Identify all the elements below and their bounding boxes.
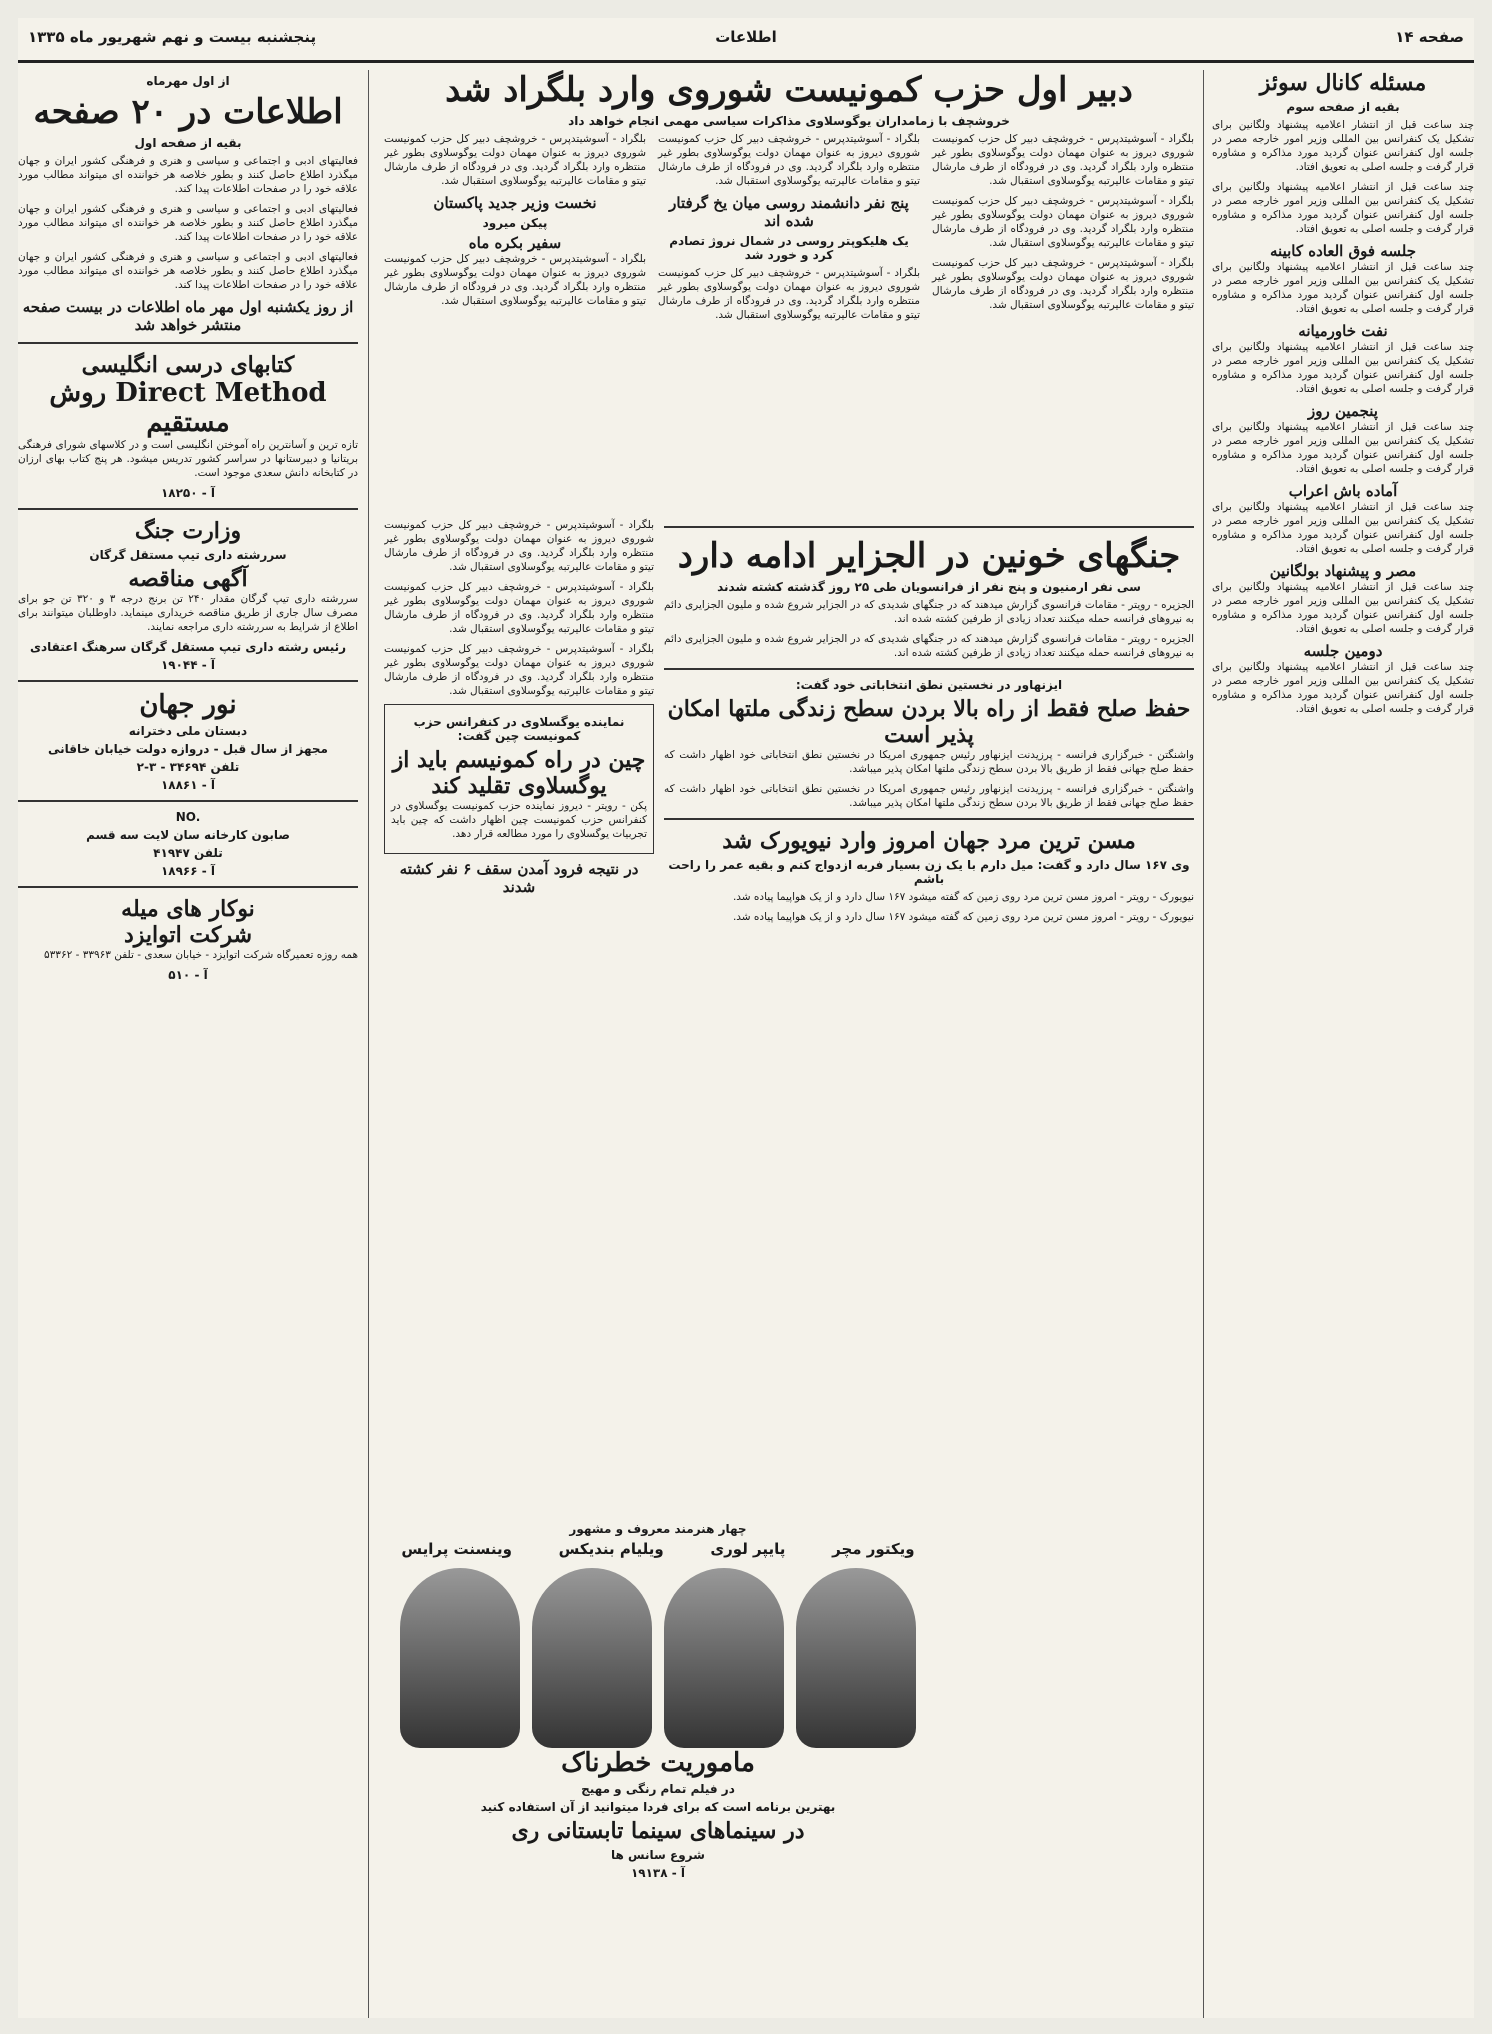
suez-body-5: چند ساعت قبل از انتشار اعلامیه پیشنهاد ولگانین برای تشکیل یک کنفرانس بین المللی وزیر امور خارجه مصر در جلسه اول کنفرانس عنوان گردید مورد مذاکره و مشاوره قرار گرفت و جلسه اصلی به تعویق افتاد. — [1212, 421, 1474, 475]
algeria-body-2: الجزیره - رویتر - مقامات فرانسوی گزارش میدهند که در جنگهای شدیدی که در الجزایر شروع شده و ملیون الجزایری دائم به نیروهای فرانسه حمله میکنند تعداد زیادی از طرفین کشته شده اند. — [664, 633, 1194, 659]
books-method-en: Direct Method — [115, 378, 327, 408]
noor-desc: مجهز از سال قبل - دروازه دولت خیابان خاقانی — [47, 742, 328, 756]
paper-name: اطلاعات — [715, 28, 777, 46]
yugoslav-deck: خروشچف با زمامداران یوگوسلاوی مذاکرات سیاسی مهمی انجام خواهد داد — [568, 114, 1010, 128]
yugoslav-body-4: بلگراد - آسوشیتدپرس - خروشچف دبیر کل حزب کمونیست شوروی دیروز به عنوان مهمان دولت یوگوسلاوی بطور غیر منتظره وارد بلگراد گردید. وی در فرودگاه از طرف مارشال تیتو و مقامات عالیرتبه یوگوسلاوی استقبال شد. — [658, 133, 920, 187]
column-suez — [1212, 70, 1474, 2018]
yugo-conf-body: پکن - رویتر - دیروز نماینده حزب کمونیست یوگسلاوی در کنفرانس حزب کمونیست چین اظهار داشت که چین باید تجربیات یوگسلاوی را مورد مطالعه قرار دهد. — [391, 800, 647, 840]
books-body: تازه ترین و آسانترین راه آموختن انگلیسی است و در کلاسهای شورای فرهنگی بریتانیا و دبیرستانها در سراسر کشور تدریس میشود. هر پنج کتاب بهای ارزان در کتابخانه دانش سعدی موجود است. — [18, 439, 358, 479]
cars-company: شرکت اتوایزد — [123, 922, 253, 948]
oldman-body-2: نیویورک - رویتر - امروز مسن ترین مرد روی زمین که گفته میشود ۱۶۷ سال دارد و از یک هواپیما پیاده شد. — [732, 911, 1194, 923]
accident-headline: در نتیجه فرود آمدن سقف ۶ نفر کشته شدند — [399, 860, 639, 896]
suez-body: چند ساعت قبل از انتشار اعلامیه پیشنهاد ولگانین برای تشکیل یک کنفرانس بین المللی وزیر امور خارجه مصر در جلسه اول کنفرانس عنوان گردید مورد مذاکره و مشاوره قرار گرفت و جلسه اصلی به تعویق افتاد. — [1212, 119, 1474, 173]
noor-sub: دبستان ملی دخترانه — [128, 724, 248, 738]
suez-title: مسئله کانال سوئز — [1259, 70, 1427, 96]
war-sub: سررشته داری تیپ مستقل گرگان — [89, 548, 287, 562]
cinema-film: ماموریت خطرناک — [561, 1748, 755, 1778]
books-method-fa: روش مستقیم — [49, 378, 230, 438]
noor-ref: آ - ۱۸۸۶۱ — [160, 778, 216, 792]
actor-4: وینسنت پرایس — [401, 1540, 512, 1558]
books-title: کتابهای درسی انگلیسی — [81, 352, 295, 378]
col1-body: فعالیتهای ادبی و اجتماعی و سیاسی و هنری و فرهنگی کشور ایران و جهان میگذرد اطلاع حاصل کنند و بطور خلاصه هر خواننده ای میتواند مطالب مورد علاقه خود را در صفحات اطلاعات پیدا کند. — [18, 155, 358, 195]
suez-section-1: جلسه فوق العاده کابینه — [1270, 242, 1416, 260]
actor-photo-3 — [532, 1568, 652, 1748]
col1-header: از اول مهرماه — [146, 74, 230, 88]
cinema-venue: در سینماهای سینما تابستانی ری — [511, 1818, 805, 1844]
col1-body-3: فعالیتهای ادبی و اجتماعی و سیاسی و هنری و فرهنگی کشور ایران و جهان میگذرد اطلاع حاصل کنند و بطور خلاصه هر خواننده ای میتواند مطالب مورد علاقه خود را در صفحات اطلاعات پیدا کند. — [18, 251, 358, 291]
filler-body-3: بلگراد - آسوشیتدپرس - خروشچف دبیر کل حزب کمونیست شوروی دیروز به عنوان مهمان دولت یوگوسلاوی بطور غیر منتظره وارد بلگراد گردید. وی در فرودگاه از طرف مارشال تیتو و مقامات عالیرتبه یوگوسلاوی استقبال شد. — [384, 643, 654, 697]
yugoslav-body-2: بلگراد - آسوشیتدپرس - خروشچف دبیر کل حزب کمونیست شوروی دیروز به عنوان مهمان دولت یوگوسلاوی بطور غیر منتظره وارد بلگراد گردید. وی در فرودگاه از طرف مارشال تیتو و مقامات عالیرتبه یوگوسلاوی استقبال شد. — [932, 195, 1194, 249]
col1-body-2: فعالیتهای ادبی و اجتماعی و سیاسی و هنری و فرهنگی کشور ایران و جهان میگذرد اطلاع حاصل کنند و بطور خلاصه هر خواننده ای میتواند مطالب مورد علاقه خود را در صفحات اطلاعات پیدا کند. — [18, 203, 358, 243]
issue-date: پنجشنبه بیست و نهم شهریور ماه ۱۳۳۵ — [28, 28, 317, 46]
oldman-deck: وی ۱۶۷ سال دارد و گفت: میل دارم با یک زن بسیار فربه ازدواج کنم و بقیه عمر را راحت باشم — [668, 858, 1190, 886]
ambassador-title: سفیر بکره ماه — [468, 234, 562, 252]
noor-title: نور جهان — [139, 690, 237, 720]
actor-photos — [378, 1568, 938, 1748]
tobacco-ref: آ - ۱۸۹۶۶ — [160, 864, 216, 878]
yugoslav-story — [384, 70, 1194, 510]
oldman-headline: مسن ترین مرد جهان امروز وارد نیویورک شد — [722, 828, 1136, 854]
eisenhower-headline: حفظ صلح فقط از راه بالا بردن سطح زندگی ملتها امکان پذیر است — [667, 696, 1191, 748]
eisenhower-body: واشنگتن - خبرگزاری فرانسه - پرزیدنت ایزنهاور رئیس جمهوری امریکا در نخستین نطق انتخاباتی خود اظهار داشت که حفظ صلح جهانی فقط از طریق بالا بردن سطح زندگی ملتها امکان پذیر میباشد. — [664, 749, 1194, 775]
actor-photo-1 — [796, 1568, 916, 1748]
algeria-headline: جنگهای خونین در الجزایر ادامه دارد — [677, 536, 1181, 576]
suez-section-6: دومین جلسه — [1303, 642, 1383, 660]
suez-body-4: چند ساعت قبل از انتشار اعلامیه پیشنهاد ولگانین برای تشکیل یک کنفرانس بین المللی وزیر امور خارجه مصر در جلسه اول کنفرانس عنوان گردید مورد مذاکره و مشاوره قرار گرفت و جلسه اصلی به تعویق افتاد. — [1212, 341, 1474, 395]
newspaper-page — [18, 18, 1474, 2018]
war-sign: رئیس رشته داری تیپ مستقل گرگان سرهنگ اعتقادی — [29, 640, 347, 654]
algeria-story — [664, 518, 1194, 1518]
suez-section-3: پنجمین روز — [1308, 402, 1378, 420]
eisenhower-kicker: ایزنهاور در نخستین نطق انتخاباتی خود گفت: — [795, 678, 1063, 692]
crash-sub: یک هلیکوپتر روسی در شمال نروژ تصادم کرد و خورد شد — [669, 234, 909, 262]
actor-3: ویلیام بندیکس — [558, 1540, 664, 1558]
war-title: وزارت جنگ — [134, 518, 242, 544]
actor-photo-4 — [400, 1568, 520, 1748]
col1-headline: اطلاعات در ۲۰ صفحه — [33, 92, 343, 132]
suez-body-6: چند ساعت قبل از انتشار اعلامیه پیشنهاد ولگانین برای تشکیل یک کنفرانس بین المللی وزیر امور خارجه مصر در جلسه اول کنفرانس عنوان گردید مورد مذاکره و مشاوره قرار گرفت و جلسه اصلی به تعویق افتاد. — [1212, 501, 1474, 555]
yugo-conf-column — [384, 518, 654, 1518]
suez-body-8: چند ساعت قبل از انتشار اعلامیه پیشنهاد ولگانین برای تشکیل یک کنفرانس بین المللی وزیر امور خارجه مصر در جلسه اول کنفرانس عنوان گردید مورد مذاکره و مشاوره قرار گرفت و جلسه اصلی به تعویق افتاد. — [1212, 661, 1474, 715]
yugoslav-body-5: بلگراد - آسوشیتدپرس - خروشچف دبیر کل حزب کمونیست شوروی دیروز به عنوان مهمان دولت یوگوسلاوی بطور غیر منتظره وارد بلگراد گردید. وی در فرودگاه از طرف مارشال تیتو و مقامات عالیرتبه یوگوسلاوی استقبال شد. — [384, 133, 646, 187]
actor-1: ویکتور مچر — [832, 1540, 915, 1558]
yugoslav-body-3: بلگراد - آسوشیتدپرس - خروشچف دبیر کل حزب کمونیست شوروی دیروز به عنوان مهمان دولت یوگوسلاوی بطور غیر منتظره وارد بلگراد گردید. وی در فرودگاه از طرف مارشال تیتو و مقامات عالیرتبه یوگوسلاوی استقبال شد. — [932, 257, 1194, 311]
pm-sub: پیکن میرود — [482, 216, 548, 230]
filler-body-2: بلگراد - آسوشیتدپرس - خروشچف دبیر کل حزب کمونیست شوروی دیروز به عنوان مهمان دولت یوگوسلاوی بطور غیر منتظره وارد بلگراد گردید. وی در فرودگاه از طرف مارشال تیتو و مقامات عالیرتبه یوگوسلاوی استقبال شد. — [384, 581, 654, 635]
suez-body-3: چند ساعت قبل از انتشار اعلامیه پیشنهاد ولگانین برای تشکیل یک کنفرانس بین المللی وزیر امور خارجه مصر در جلسه اول کنفرانس عنوان گردید مورد مذاکره و مشاوره قرار گرفت و جلسه اصلی به تعویق افتاد. — [1212, 261, 1474, 315]
algeria-body: الجزیره - رویتر - مقامات فرانسوی گزارش میدهند که در جنگهای شدیدی که در الجزایر شروع شده و ملیون الجزایری دائم به نیروهای فرانسه حمله میکنند تعداد زیادی از طرفین کشته شده اند. — [664, 599, 1194, 625]
cinema-stars-label: چهار هنرمند معروف و مشهور — [569, 1522, 747, 1536]
eisenhower-body-2: واشنگتن - خبرگزاری فرانسه - پرزیدنت ایزنهاور رئیس جمهوری امریکا در نخستین نطق انتخاباتی خود اظهار داشت که حفظ صلح جهانی فقط از طریق بالا بردن سطح زندگی ملتها امکان پذیر میباشد. — [664, 783, 1194, 809]
books-ref: آ - ۱۸۲۵۰ — [160, 486, 216, 500]
pm-title: نخست وزیر جدید پاکستان — [433, 194, 597, 212]
cars-body: همه روزه تعمیرگاه شرکت اتوایزد - خیابان سعدی - تلفن ۳۳۹۶۳ - ۵۳۳۶۲ — [44, 949, 358, 961]
crash-body: بلگراد - آسوشیتدپرس - خروشچف دبیر کل حزب کمونیست شوروی دیروز به عنوان مهمان دولت یوگوسلاوی بطور غیر منتظره وارد بلگراد گردید. وی در فرودگاه از طرف مارشال تیتو و مقامات عالیرتبه یوگوسلاوی استقبال شد. — [658, 267, 920, 321]
cars-title: نوکار های میله — [121, 896, 255, 922]
actor-2: پایپر لوری — [710, 1540, 786, 1558]
actor-photo-2 — [664, 1568, 784, 1748]
cars-ref: آ - ۵۱۰ — [168, 968, 208, 982]
masthead — [18, 18, 1474, 63]
yugo-conf-title: نماینده یوگسلاوی در کنفرانس حزب کمونیست چین گفت: — [413, 715, 625, 743]
suez-section-4: آماده باش اعراب — [1288, 482, 1398, 500]
war-notice: آگهی مناقصه — [128, 566, 248, 592]
suez-section-5: مصر و پیشنهاد بولگانین — [1269, 562, 1417, 580]
war-body: سررشته داری تیپ گرگان مقدار ۲۴۰ تن برنج درجه ۳ و ۳۲۰ تن جو برای مصرف سال جاری از طریق مناقصه خریداری مینماید. داوطلبان میتوانند برای اطلاع از شرایط به سررشته داری مراجعه نمایند. — [18, 593, 358, 633]
column-left — [18, 70, 358, 2018]
crash-title: پنج نفر دانشمند روسی میان یخ گرفتار شده اند — [669, 194, 909, 230]
tobacco-phone: تلفن ۴۱۹۴۷ — [153, 846, 223, 860]
yugo-conf-box — [384, 704, 654, 854]
yugoslav-headline: دبیر اول حزب کمونیست شوروی وارد بلگراد شد — [445, 70, 1133, 110]
cinema-ad — [378, 1518, 938, 2018]
ambassador-body: بلگراد - آسوشیتدپرس - خروشچف دبیر کل حزب کمونیست شوروی دیروز به عنوان مهمان دولت یوگوسلاوی بطور غیر منتظره وارد بلگراد گردید. وی در فرودگاه از طرف مارشال تیتو و مقامات عالیرتبه یوگوسلاوی استقبال شد. — [384, 253, 646, 307]
war-ref: آ - ۱۹۰۴۴ — [160, 658, 216, 672]
yugo-conf-headline: چین در راه کمونیسم باید از یوگسلاوی تقلید کند — [392, 747, 646, 799]
page-number: صفحه ۱۴ — [1395, 28, 1464, 46]
cinema-ref: آ - ۱۹۱۳۸ — [630, 1866, 686, 1880]
cinema-start: شروع سانس ها — [611, 1848, 705, 1862]
col1-footer: از روز یکشنبه اول مهر ماه اطلاعات در بیست صفحه منتشر خواهد شد — [22, 298, 354, 334]
cinema-tag: در فیلم تمام رنگی و مهیج — [581, 1782, 735, 1796]
suez-body-2: چند ساعت قبل از انتشار اعلامیه پیشنهاد ولگانین برای تشکیل یک کنفرانس بین المللی وزیر امور خارجه مصر در جلسه اول کنفرانس عنوان گردید مورد مذاکره و مشاوره قرار گرفت و جلسه اصلی به تعویق افتاد. — [1212, 181, 1474, 235]
noor-phone: تلفن ۳۴۶۹۴ - ۳-۲ — [136, 760, 240, 774]
cinema-note: بهترین برنامه است که برای فردا میتوانید از آن استفاده کنید — [480, 1800, 836, 1814]
algeria-deck: سی نفر ارمنیون و پنج نفر از فرانسویان طی ۲۵ روز گذشته کشته شدند — [717, 580, 1141, 594]
filler-body-1: بلگراد - آسوشیتدپرس - خروشچف دبیر کل حزب کمونیست شوروی دیروز به عنوان مهمان دولت یوگوسلاوی بطور غیر منتظره وارد بلگراد گردید. وی در فرودگاه از طرف مارشال تیتو و مقامات عالیرتبه یوگوسلاوی استقبال شد. — [384, 519, 654, 573]
oldman-body: نیویورک - رویتر - امروز مسن ترین مرد روی زمین که گفته میشود ۱۶۷ سال دارد و از یک هواپیما پیاده شد. — [732, 891, 1194, 903]
suez-section-2: نفت خاورمیانه — [1298, 322, 1388, 340]
col1-subtitle: بقیه از صفحه اول — [134, 136, 242, 150]
suez-body-7: چند ساعت قبل از انتشار اعلامیه پیشنهاد ولگانین برای تشکیل یک کنفرانس بین المللی وزیر امور خارجه مصر در جلسه اول کنفرانس عنوان گردید مورد مذاکره و مشاوره قرار گرفت و جلسه اصلی به تعویق افتاد. — [1212, 581, 1474, 635]
tobacco-badge: NO. — [175, 810, 201, 824]
yugoslav-body: بلگراد - آسوشیتدپرس - خروشچف دبیر کل حزب کمونیست شوروی دیروز به عنوان مهمان دولت یوگوسلاوی بطور غیر منتظره وارد بلگراد گردید. وی در فرودگاه از طرف مارشال تیتو و مقامات عالیرتبه یوگوسلاوی استقبال شد. — [932, 133, 1194, 187]
tobacco-body: صابون کارخانه سان لایت سه قسم — [86, 828, 290, 842]
suez-subtitle: بقیه از صفحه سوم — [1286, 100, 1400, 114]
